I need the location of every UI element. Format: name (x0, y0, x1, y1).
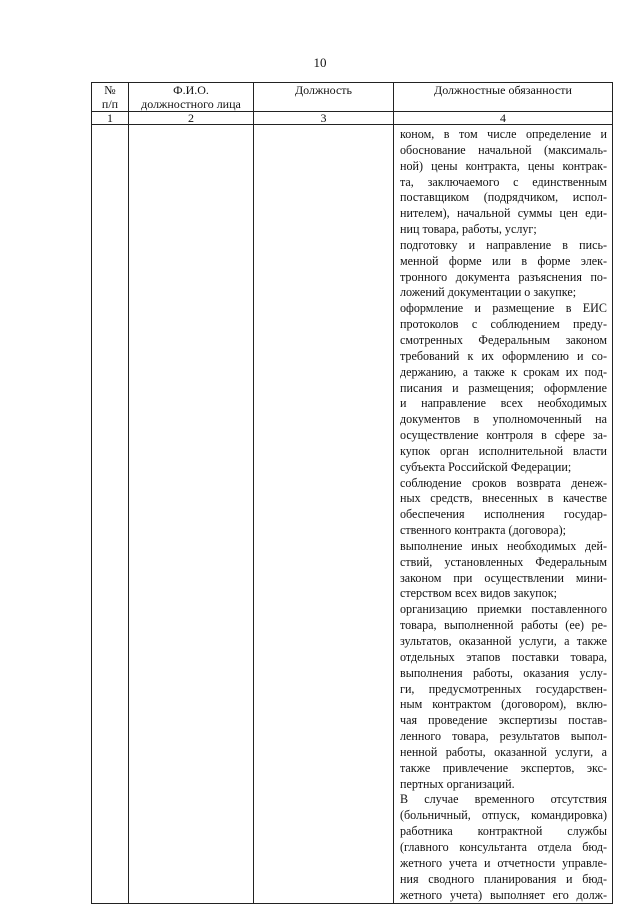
duties-line: подготовку и направление в пись- (400, 237, 607, 252)
duties-line: ложений документации о закупке; (400, 285, 577, 300)
header-name-line1: Ф.И.О. (173, 83, 209, 97)
duties-line: ниц товара, работы, услуг; (400, 222, 537, 237)
duties-line: чая проведение экспертизы постав- (400, 713, 607, 728)
header-duties: Должностные обязанности (434, 83, 572, 97)
column-number-3: 3 (254, 112, 394, 125)
duties-line: ленного товара, результатов выпол- (400, 729, 607, 744)
duties-line: оформление и размещение в ЕИС (400, 301, 607, 316)
duties-line: (главного консультанта отдела бюд- (400, 839, 607, 854)
duties-line: ным контрактом (договором), вклю- (400, 697, 607, 712)
duties-line: писания и размещения; оформление (400, 380, 607, 395)
duties-line: ствий, установленных Федеральным (400, 554, 607, 569)
duties-line: выполнение иных необходимых дей- (400, 538, 607, 553)
cell-position (254, 125, 394, 904)
duties-line: ненной работы, оказанной услуги, а (400, 744, 607, 759)
duties-line: жетного учета и отчетности управле- (400, 855, 607, 870)
cell-number (92, 125, 129, 904)
header-row (92, 83, 613, 112)
cell-name (129, 125, 254, 904)
duties-line: ственного контракта (договора); (400, 523, 566, 538)
duties-line: В случае временного отсутствия (400, 792, 607, 807)
duties-line: поставщиком (подрядчиком, испол- (400, 190, 607, 205)
duties-line: также привлечение экспертов, экс- (400, 760, 607, 775)
duties-line: субъекта Российской Федерации; (400, 459, 572, 474)
duties-line: (больничный, отпуск, командировка) (400, 808, 607, 823)
duties-line: соблюдение сроков возврата денеж- (400, 475, 607, 490)
duties-line: отдельных этапов поставки товара, (400, 649, 607, 664)
page-number: 10 (313, 55, 327, 70)
duties-line: выполнения работы, оказания услу- (400, 665, 607, 680)
duties-line: и направление всех необходимых (400, 396, 607, 411)
column-number-row (92, 112, 613, 125)
table-row (92, 125, 613, 904)
duties-line: обеспечения исполнения государ- (400, 507, 607, 522)
duties-line: товара, выполненной работы (ее) ре- (400, 618, 607, 633)
header-position: Должность (294, 83, 353, 97)
column-number-2: 2 (129, 112, 254, 125)
duties-line: стерством всех видов закупок; (400, 586, 558, 601)
duties-line: законом при осуществлении мини- (400, 570, 607, 585)
duties-line: зультатов, оказанной услуги, а также (400, 634, 607, 648)
duties-line: организацию приемки поставленного (400, 602, 607, 617)
column-number-4: 4 (394, 112, 613, 125)
duties-line: требований к их оформлению и со- (400, 348, 607, 363)
header-cell-position (254, 83, 394, 112)
duties-line: менной форме или в форме элек- (400, 253, 607, 268)
duties-line: работника контрактной службы (400, 824, 607, 839)
header-number-line1: № (104, 83, 116, 97)
duties-table (91, 82, 613, 904)
cell-duties (394, 125, 613, 904)
duties-line: нителем), начальной суммы цен еди- (400, 206, 607, 221)
header-cell-duties (394, 83, 613, 112)
duties-line: осуществление контроля в сфере за- (400, 428, 607, 443)
duties-line: держанию, а также к срокам их под- (400, 364, 607, 379)
duties-line: протоколов с соблюдением преду- (400, 317, 607, 332)
duties-line: обоснование начальной (максималь- (400, 142, 607, 157)
duties-line: та, заключаемого с единственным (400, 174, 607, 189)
duties-line: тронного документа разъяснения по- (400, 269, 607, 284)
duties-line: жетного учета) выполняет его долж- (400, 887, 607, 902)
duties-line: коном, в том числе определение и (400, 127, 607, 141)
duties-line: купок орган исполнительной власти (400, 443, 607, 458)
header-number-line2: п/п (101, 97, 119, 111)
duties-line: ги, предусмотренных государствен- (400, 681, 607, 696)
duties-line: пертных организаций. (400, 776, 515, 791)
header-cell-name (129, 83, 254, 112)
duties-line: ных средств, внесенных в качестве (400, 491, 607, 506)
header-name-line2: должностного лица (141, 97, 241, 111)
duties-line: ной) цены контракта, цены контрак- (400, 158, 607, 173)
header-cell-number (92, 83, 129, 112)
duties-line: ния сводного планирования и бюд- (400, 871, 607, 886)
column-number-1: 1 (92, 112, 129, 125)
duties-line: смотренных Федеральным законом (400, 332, 607, 347)
duties-line: документов в уполномоченный на (400, 412, 607, 427)
